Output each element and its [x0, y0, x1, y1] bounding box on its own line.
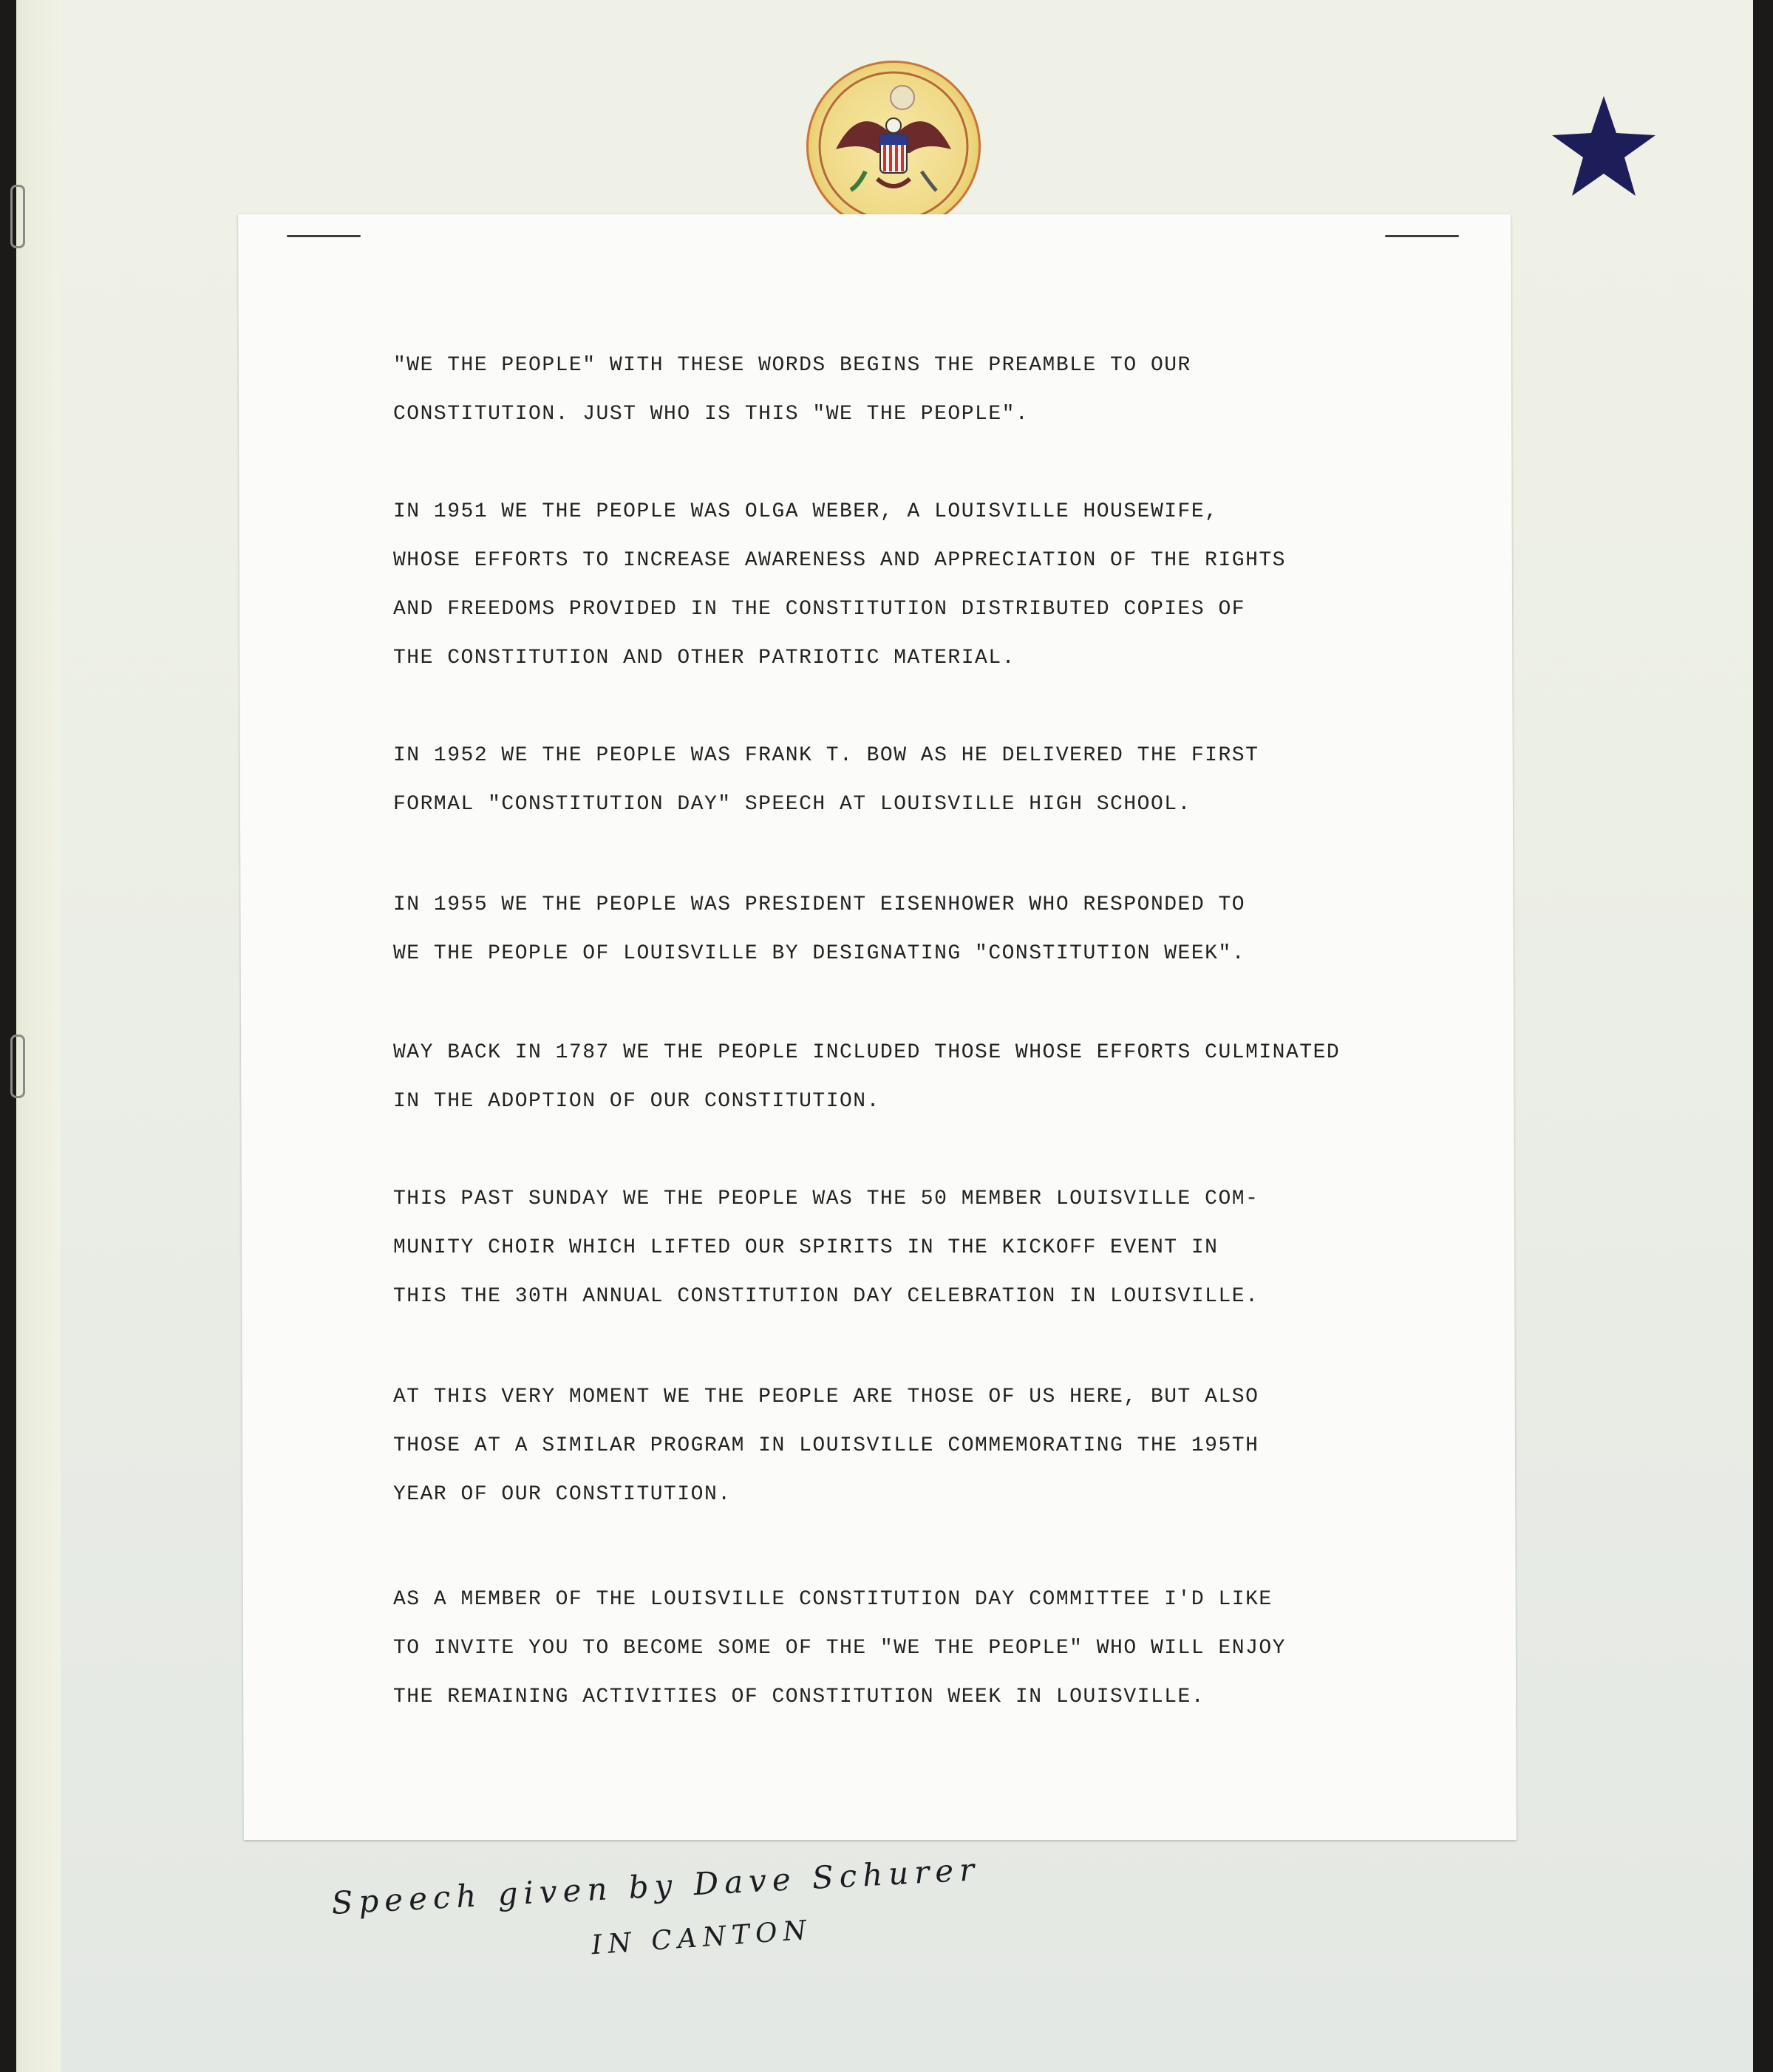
speech-text [393, 341, 1472, 1722]
paragraph [393, 1029, 1472, 1126]
text-line: AS A MEMBER OF THE LOUISVILLE CONSTITUTION DAY COMMITTEE I'D LIKE [393, 1588, 1273, 1611]
text-line: WHOSE EFFORTS TO INCREASE AWARENESS AND APPRECIATION OF THE RIGHTS [393, 549, 1286, 572]
text-line: AND FREEDOMS PROVIDED IN THE CONSTITUTION DISTRIBUTED COPIES OF [393, 598, 1246, 621]
text-line: AT THIS VERY MOMENT WE THE PEOPLE ARE THOSE OF US HERE, BUT ALSO [393, 1386, 1259, 1408]
star-icon [1548, 92, 1659, 203]
paragraph [393, 1373, 1472, 1519]
staple [1385, 235, 1459, 237]
text-line: THIS THE 30TH ANNUAL CONSTITUTION DAY CELEBRATION IN LOUISVILLE. [393, 1285, 1259, 1308]
text-line: THE CONSTITUTION AND OTHER PATRIOTIC MATERIAL. [393, 647, 1015, 669]
binder-ring [10, 185, 25, 248]
paragraph [393, 732, 1472, 829]
text-line: "WE THE PEOPLE" WITH THESE WORDS BEGINS THE PREAMBLE TO OUR [393, 354, 1191, 377]
text-line: IN THE ADOPTION OF OUR CONSTITUTION. [393, 1090, 880, 1113]
paragraph [393, 1575, 1472, 1722]
text-line: THIS PAST SUNDAY WE THE PEOPLE WAS THE 50 MEMBER LOUISVILLE COM- [393, 1187, 1259, 1210]
handwritten-note-line-2: IN CANTON [590, 1915, 814, 1961]
text-line: THOSE AT A SIMILAR PROGRAM IN LOUISVILLE COMMEMORATING THE 195TH [393, 1434, 1259, 1457]
paragraph [393, 1175, 1472, 1321]
text-line: WE THE PEOPLE OF LOUISVILLE BY DESIGNATING "CONSTITUTION WEEK". [393, 942, 1246, 965]
text-line: IN 1951 WE THE PEOPLE WAS OLGA WEBER, A LOUISVILLE HOUSEWIFE, [393, 500, 1219, 523]
paragraph [393, 341, 1472, 439]
paragraph [393, 488, 1472, 683]
paragraph [393, 881, 1472, 978]
text-line: YEAR OF OUR CONSTITUTION. [393, 1483, 732, 1506]
great-seal-icon [806, 61, 981, 232]
text-line: IN 1955 WE THE PEOPLE WAS PRESIDENT EISENHOWER WHO RESPONDED TO [393, 893, 1246, 916]
text-line: WAY BACK IN 1787 WE THE PEOPLE INCLUDED THOSE WHOSE EFFORTS CULMINATED [393, 1041, 1341, 1064]
text-line: FORMAL "CONSTITUTION DAY" SPEECH AT LOUISVILLE HIGH SCHOOL. [393, 793, 1191, 816]
text-line: MUNITY CHOIR WHICH LIFTED OUR SPIRITS IN THE KICKOFF EVENT IN [393, 1236, 1219, 1259]
binder-ring [10, 1035, 25, 1098]
text-line: THE REMAINING ACTIVITIES OF CONSTITUTION WEEK IN LOUISVILLE. [393, 1686, 1205, 1708]
text-line: CONSTITUTION. JUST WHO IS THIS "WE THE PEOPLE". [393, 403, 1030, 426]
handwritten-note-line-1: Speech given by Dave Schurer [330, 1851, 981, 1921]
staple [287, 235, 361, 237]
text-line: TO INVITE YOU TO BECOME SOME OF THE "WE THE PEOPLE" WHO WILL ENJOY [393, 1637, 1286, 1660]
text-line: IN 1952 WE THE PEOPLE WAS FRANK T. BOW AS HE DELIVERED THE FIRST [393, 744, 1259, 767]
